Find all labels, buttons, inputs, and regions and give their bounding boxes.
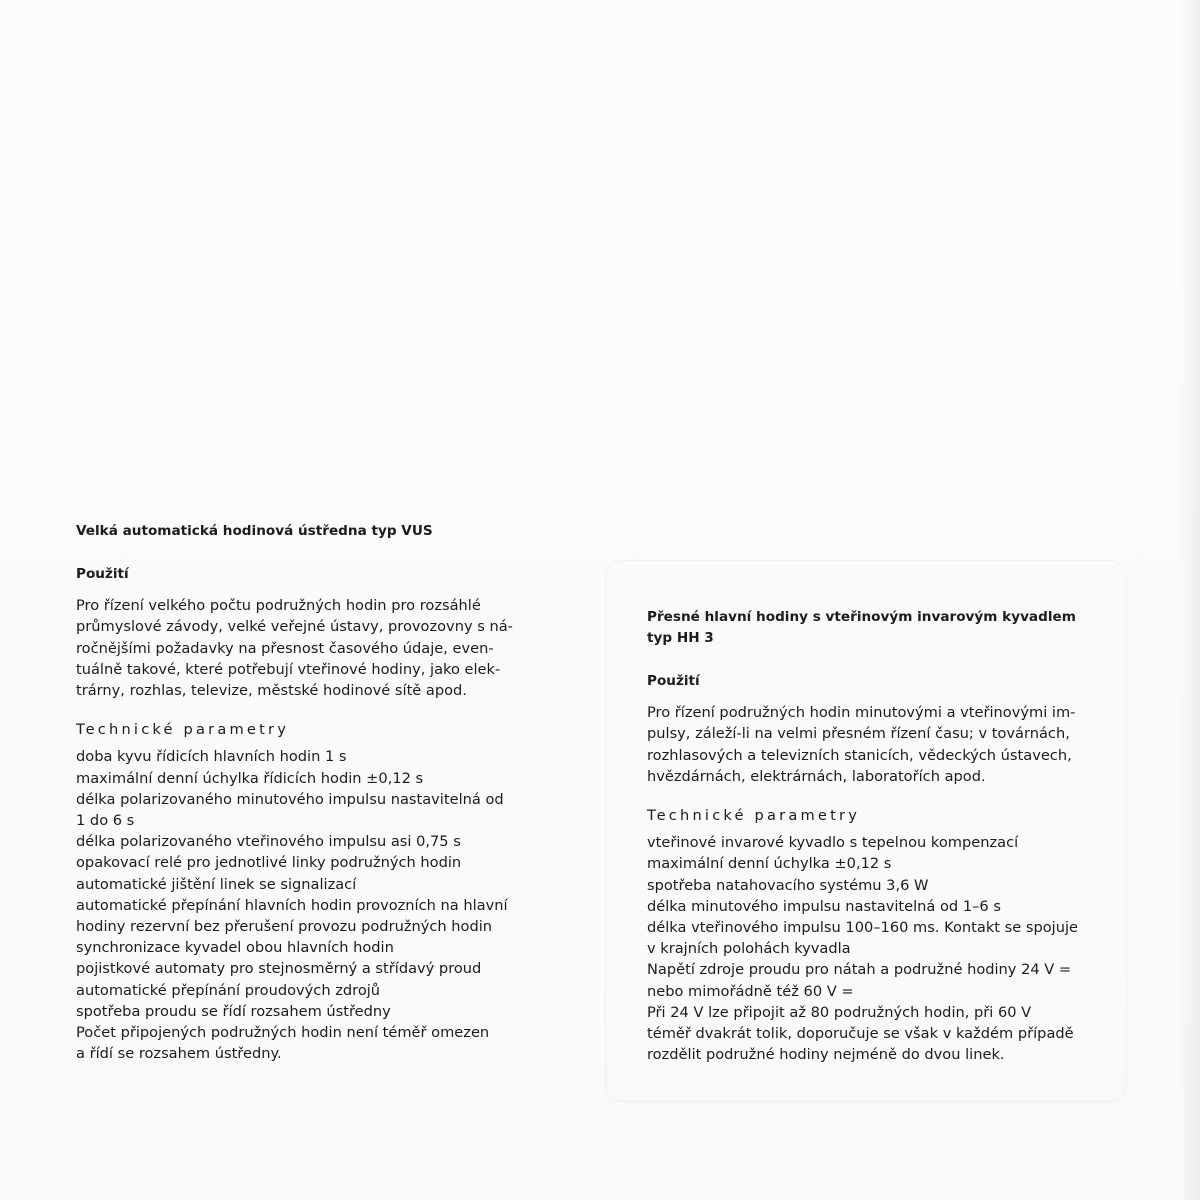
vus-usage-text bbox=[76, 595, 544, 701]
param-line: synchronizace kyvadel obou hlavních hodin bbox=[76, 939, 394, 957]
text-line: tuálně takové, které potřebují vteřinové hodiny, jako elek- bbox=[76, 660, 501, 678]
text-line: trárny, rozhlas, televize, městské hodinové sítě apod. bbox=[76, 682, 467, 700]
param-line: téměř dvakrát tolik, doporučuje se však v každém případě bbox=[647, 1025, 1074, 1043]
param-line: v krajních polohách kyvadla bbox=[647, 940, 851, 958]
param-line: Napětí zdroje proudu pro nátah a podružné hodiny 24 V = bbox=[647, 961, 1072, 979]
param-line: Počet připojených podružných hodin není téměř omezen bbox=[76, 1024, 490, 1042]
param-line: délka polarizovaného minutového impulsu nastavitelná od bbox=[76, 790, 504, 808]
param-line: nebo mimořádně též 60 V = bbox=[647, 982, 854, 1000]
param-line: 1 do 6 s bbox=[76, 812, 135, 830]
text-line: rozhlasových a televizních stanicích, vědeckých ústavech, bbox=[647, 746, 1072, 764]
param-line: Při 24 V lze připojit až 80 podružných hodin, při 60 V bbox=[647, 1003, 1032, 1021]
vus-params-heading: Technické parametry bbox=[76, 721, 290, 739]
hh3-title-line2: typ HH 3 bbox=[647, 630, 714, 646]
param-line: maximální denní úchylka řídicích hodin ±0,12 s bbox=[76, 769, 424, 787]
param-line: maximální denní úchylka ±0,12 s bbox=[647, 855, 892, 873]
param-line: automatické přepínání hlavních hodin provozních na hlavní bbox=[76, 896, 508, 914]
param-line: a řídí se rozsahem ústředny. bbox=[76, 1045, 282, 1063]
param-line: vteřinové invarové kyvadlo s tepelnou kompenzací bbox=[647, 834, 1019, 852]
page-fold-shadow bbox=[1180, 0, 1200, 1200]
hh3-usage-text bbox=[647, 702, 1117, 787]
left-column bbox=[76, 521, 544, 1064]
vus-title: Velká automatická hodinová ústředna typ VUS bbox=[76, 523, 433, 539]
right-column bbox=[647, 607, 1117, 1065]
vus-params-list bbox=[76, 746, 544, 1064]
hh3-params-list bbox=[647, 832, 1117, 1065]
param-line: délka minutového impulsu nastavitelná od 1–6 s bbox=[647, 897, 1001, 915]
param-line: doba kyvu řídicích hlavních hodin 1 s bbox=[76, 748, 347, 766]
param-line: automatické jištění linek se signalizací bbox=[76, 875, 357, 893]
param-line: délka vteřinového impulsu 100–160 ms. Kontakt se spojuje bbox=[647, 919, 1078, 937]
param-line: spotřeba natahovacího systému 3,6 W bbox=[647, 876, 929, 894]
param-line: hodiny rezervní bez přerušení provozu podružných hodin bbox=[76, 918, 493, 936]
param-line: délka polarizovaného vteřinového impulsu asi 0,75 s bbox=[76, 833, 461, 851]
hh3-params-heading: Technické parametry bbox=[647, 807, 861, 825]
param-line: pojistkové automaty pro stejnosměrný a střídavý proud bbox=[76, 960, 482, 978]
param-line: rozdělit podružné hodiny nejméně do dvou linek. bbox=[647, 1046, 1005, 1064]
param-line: spotřeba proudu se řídí rozsahem ústředny bbox=[76, 1002, 391, 1020]
text-line: pulsy, záleží-li na velmi přesném řízení času; v továrnách, bbox=[647, 725, 1070, 743]
param-line: opakovací relé pro jednotlivé linky podružných hodin bbox=[76, 854, 462, 872]
text-line: průmyslové závody, velké veřejné ústavy, provozovny s ná- bbox=[76, 618, 513, 636]
param-line: automatické přepínání proudových zdrojů bbox=[76, 981, 381, 999]
text-line: ročnějšími požadavky na přesnost časového údaje, even- bbox=[76, 639, 494, 657]
hh3-usage-heading: Použití bbox=[647, 673, 700, 689]
text-line: Pro řízení podružných hodin minutovými a vteřinovými im- bbox=[647, 704, 1076, 722]
vus-usage-heading: Použití bbox=[76, 566, 129, 582]
hh3-title-line1: Přesné hlavní hodiny s vteřinovým invarovým kyvadlem bbox=[647, 609, 1076, 625]
text-line: Pro řízení velkého počtu podružných hodin pro rozsáhlé bbox=[76, 597, 481, 615]
text-line: hvězdárnách, elektrárnách, laboratořích apod. bbox=[647, 767, 986, 785]
